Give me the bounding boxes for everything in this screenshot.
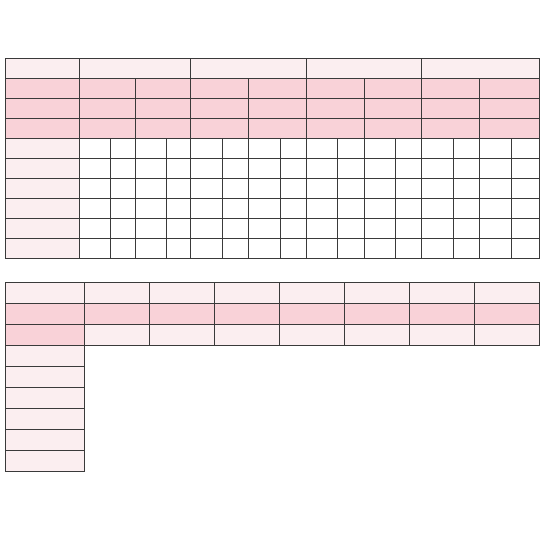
inch-value [422, 199, 453, 219]
size-value [249, 79, 307, 99]
inch-value [480, 179, 511, 199]
us-size-row [6, 79, 540, 99]
size-value [150, 304, 215, 325]
cm-value [453, 179, 479, 199]
size-value [422, 79, 480, 99]
cm-value [280, 199, 306, 219]
plus-size-table [5, 282, 540, 472]
cm-value [396, 199, 422, 219]
inch-value [191, 199, 222, 219]
cm-value [280, 239, 306, 259]
plus-size-label [280, 283, 345, 304]
row-label [6, 451, 85, 472]
waist-row [6, 388, 540, 409]
plus-size-label [85, 283, 150, 304]
unit-cm-header [167, 139, 191, 159]
unit-inch-header [364, 139, 395, 159]
hollow-to-hem-row [6, 430, 540, 451]
size-value [480, 99, 540, 119]
cm-value [280, 219, 306, 239]
inch-value [364, 179, 395, 199]
cm-value [511, 159, 539, 179]
inch-value [135, 159, 166, 179]
unit-inch-header [249, 139, 280, 159]
inch-value [249, 179, 280, 199]
cm-value [511, 219, 539, 239]
height-row [6, 451, 540, 472]
plus-size-label [215, 283, 280, 304]
inch-value [480, 199, 511, 219]
plus-size-label [150, 283, 215, 304]
size-value [345, 304, 410, 325]
unit-header-blank [6, 346, 85, 367]
size-value [306, 79, 364, 99]
size-value [249, 99, 307, 119]
cm-value [511, 239, 539, 259]
row-label [6, 99, 80, 119]
plus-size-label [410, 283, 475, 304]
inch-value [306, 239, 337, 259]
inch-value [135, 199, 166, 219]
cm-value [167, 159, 191, 179]
standard-size-table [5, 58, 540, 259]
europe-size-row [6, 304, 540, 325]
size-value [191, 99, 249, 119]
inch-value [79, 219, 110, 239]
cm-value [167, 239, 191, 259]
size-value [79, 119, 135, 139]
cm-value [111, 219, 135, 239]
size-value [249, 119, 307, 139]
inch-value [364, 199, 395, 219]
size-value [85, 325, 150, 346]
cm-value [338, 179, 364, 199]
inch-value [306, 219, 337, 239]
inch-value [306, 159, 337, 179]
inch-value [422, 239, 453, 259]
inch-value [79, 239, 110, 259]
hollow-to-hem-row [6, 219, 540, 239]
inch-value [135, 179, 166, 199]
row-label [6, 79, 80, 99]
inch-value [306, 199, 337, 219]
cm-value [222, 159, 248, 179]
cm-value [453, 199, 479, 219]
size-value [475, 304, 540, 325]
size-value [280, 304, 345, 325]
cm-value [111, 239, 135, 259]
hips-row [6, 199, 540, 219]
unit-header-row [6, 346, 540, 367]
row-label [6, 388, 85, 409]
plus-size-label [345, 283, 410, 304]
unit-cm-header [338, 139, 364, 159]
inch-value [249, 219, 280, 239]
unit-inch-header [191, 139, 222, 159]
size-value [79, 99, 135, 119]
cm-value [167, 179, 191, 199]
cm-value [338, 159, 364, 179]
cm-value [453, 239, 479, 259]
cm-value [396, 239, 422, 259]
size-value [215, 325, 280, 346]
size-value [410, 325, 475, 346]
unit-header-row [6, 139, 540, 159]
size-value [306, 119, 364, 139]
plus-size-label [475, 283, 540, 304]
cm-value [167, 219, 191, 239]
waist-row [6, 179, 540, 199]
size-value [345, 325, 410, 346]
size-value [364, 99, 422, 119]
cm-value [338, 219, 364, 239]
size-value [191, 79, 249, 99]
unit-cm-header [222, 139, 248, 159]
size-value [480, 79, 540, 99]
europe-size-row [6, 99, 540, 119]
inch-value [249, 159, 280, 179]
standard-size-title [6, 59, 80, 79]
row-label [6, 219, 80, 239]
row-label [6, 159, 80, 179]
row-label [6, 199, 80, 219]
plus-size-header-row [6, 283, 540, 304]
size-letter [422, 59, 540, 79]
bust-row [6, 159, 540, 179]
size-value [135, 99, 191, 119]
inch-value [191, 239, 222, 259]
unit-cm-header [280, 139, 306, 159]
size-value [135, 79, 191, 99]
size-letter [191, 59, 307, 79]
cm-value [396, 179, 422, 199]
cm-value [396, 219, 422, 239]
inch-value [249, 239, 280, 259]
inch-value [422, 159, 453, 179]
inch-value [79, 199, 110, 219]
cm-value [338, 239, 364, 259]
size-value [480, 119, 540, 139]
cm-value [280, 179, 306, 199]
row-label [6, 325, 85, 346]
height-row [6, 239, 540, 259]
inch-value [79, 179, 110, 199]
cm-value [280, 159, 306, 179]
unit-inch-header [422, 139, 453, 159]
cm-value [511, 179, 539, 199]
cm-value [396, 159, 422, 179]
bust-row [6, 367, 540, 388]
cm-value [222, 219, 248, 239]
size-value [280, 325, 345, 346]
inch-value [422, 219, 453, 239]
size-value [306, 99, 364, 119]
row-label [6, 304, 85, 325]
cm-value [222, 199, 248, 219]
row-label [6, 430, 85, 451]
size-value [150, 325, 215, 346]
plus-size-title [6, 283, 85, 304]
unit-cm-header [111, 139, 135, 159]
inch-value [480, 239, 511, 259]
cm-value [111, 199, 135, 219]
size-value [364, 119, 422, 139]
unit-cm-header [511, 139, 539, 159]
hips-row [6, 409, 540, 430]
uk-size-row [6, 325, 540, 346]
size-value [422, 119, 480, 139]
inch-value [364, 239, 395, 259]
inch-value [364, 159, 395, 179]
size-value [364, 79, 422, 99]
cm-value [511, 199, 539, 219]
cm-value [453, 159, 479, 179]
row-label [6, 367, 85, 388]
unit-inch-header [306, 139, 337, 159]
cm-value [111, 179, 135, 199]
size-letter [79, 59, 190, 79]
standard-size-letter-row [6, 59, 540, 79]
inch-value [191, 159, 222, 179]
size-value [79, 79, 135, 99]
inch-value [306, 179, 337, 199]
size-value [475, 325, 540, 346]
inch-value [422, 179, 453, 199]
inch-value [191, 179, 222, 199]
row-label [6, 119, 80, 139]
inch-value [135, 239, 166, 259]
size-value [85, 304, 150, 325]
unit-inch-header [480, 139, 511, 159]
cm-value [222, 179, 248, 199]
unit-inch-header [135, 139, 166, 159]
unit-cm-header [453, 139, 479, 159]
inch-value [79, 159, 110, 179]
unit-cm-header [396, 139, 422, 159]
inch-value [135, 219, 166, 239]
inch-value [364, 219, 395, 239]
size-value [410, 304, 475, 325]
cm-value [167, 199, 191, 219]
size-value [135, 119, 191, 139]
cm-value [453, 219, 479, 239]
inch-value [480, 159, 511, 179]
inch-value [480, 219, 511, 239]
row-label [6, 409, 85, 430]
row-label [6, 239, 80, 259]
inch-value [191, 219, 222, 239]
unit-header-blank [6, 139, 80, 159]
size-value [215, 304, 280, 325]
cm-value [338, 199, 364, 219]
cm-value [111, 159, 135, 179]
row-label [6, 179, 80, 199]
uk-size-row [6, 119, 540, 139]
unit-inch-header [79, 139, 110, 159]
size-letter [306, 59, 422, 79]
inch-value [249, 199, 280, 219]
size-value [422, 99, 480, 119]
size-value [191, 119, 249, 139]
cm-value [222, 239, 248, 259]
